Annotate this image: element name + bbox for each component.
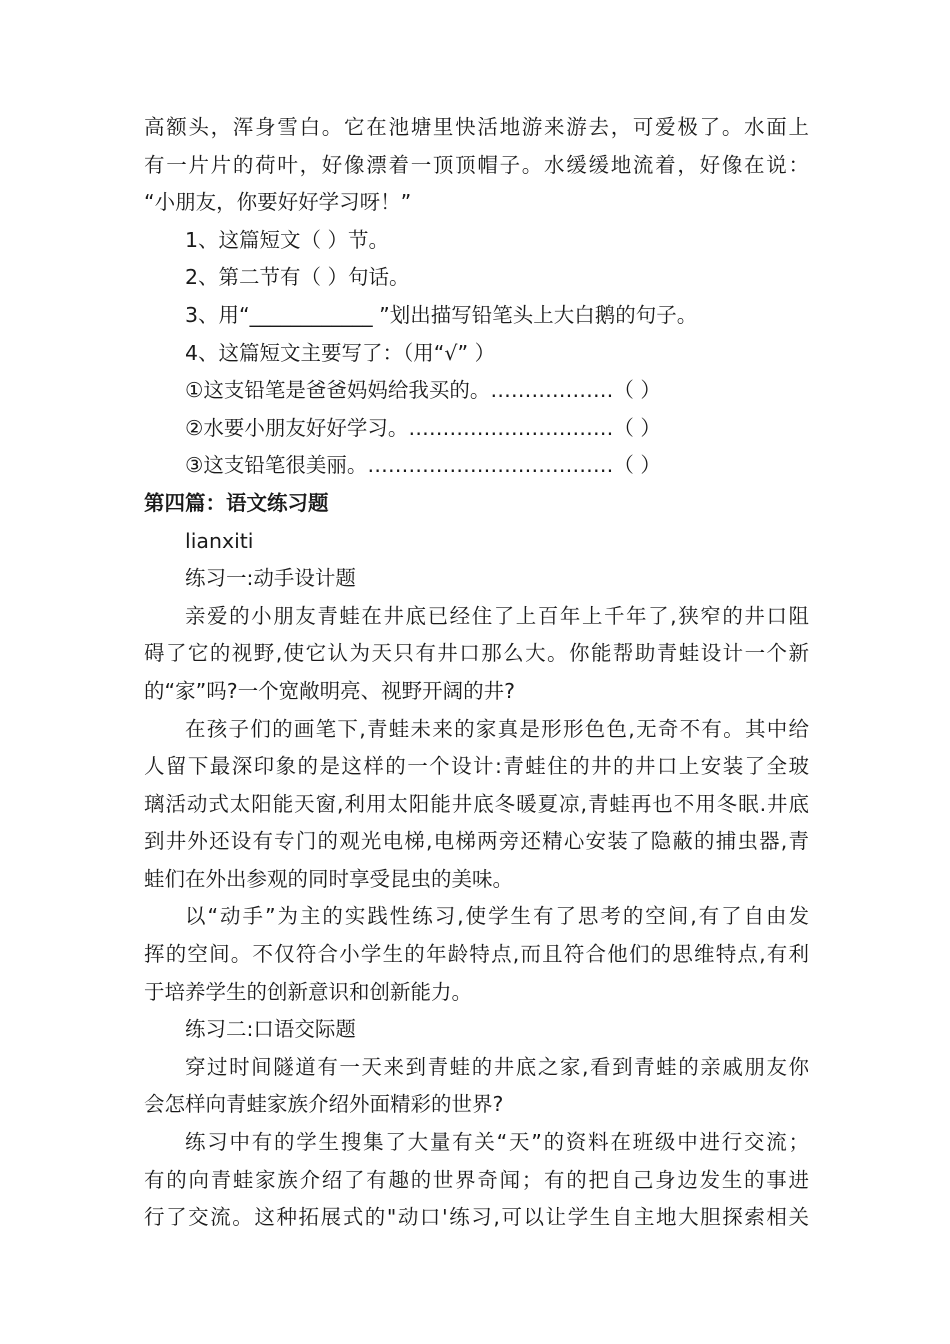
paragraph-line: 以“动手”为主的实践性练习,使学生有了思考的空间,有了自由发 xyxy=(185,904,809,929)
paragraph-line: 璃活动式太阳能天窗,利用太阳能井底冬暖夏凉,青蛙再也不用冬眠.井底 xyxy=(144,791,809,816)
document-body xyxy=(144,109,809,1237)
intro-paragraph xyxy=(144,109,809,222)
paragraph-line: 有一片片的荷叶，好像漂着一顶顶帽子。水缓缓地流着，好像在说： xyxy=(144,152,809,177)
exercise-2-example xyxy=(144,1124,809,1237)
paragraph-line: 挥的空间。不仅符合小学生的年龄特点,而且符合他们的思维特点,有利 xyxy=(144,942,809,967)
option-2: ②水要小朋友好好学习。…………………………（ ） xyxy=(185,415,661,440)
paragraph-line: 人留下最深印象的是这样的一个设计:青蛙住的井的井口上安装了全玻 xyxy=(144,754,809,779)
option-3: ③这支铅笔很美丽。………………………………（ ） xyxy=(185,453,661,478)
paragraph-line: 练习中有的学生搜集了大量有关“天”的资料在班级中进行交流； xyxy=(185,1130,809,1155)
paragraph-line: 高额头，浑身雪白。它在池塘里快活地游来游去，可爱极了。水面上 xyxy=(144,115,809,139)
exercise-2-prompt xyxy=(144,1049,809,1124)
paragraph-line: 碍了它的视野,使它认为天只有井口那么大。你能帮助青蛙设计一个新 xyxy=(144,641,809,666)
paragraph-line: 在孩子们的画笔下,青蛙未来的家真是形形色色,无奇不有。其中给 xyxy=(185,716,809,741)
question-2: 2、第二节有（ ）句话。 xyxy=(185,265,410,290)
paragraph-line: 蛙们在外出参观的同时享受昆虫的美味。 xyxy=(144,866,513,891)
pinyin-label: lianxiti xyxy=(185,528,254,553)
question-3: 3、用“____________ ”划出描写铅笔头上大白鹅的句子。 xyxy=(185,302,698,327)
paragraph-line: 会怎样向青蛙家族介绍外面精彩的世界? xyxy=(144,1092,504,1117)
exercise-1-prompt xyxy=(144,598,809,711)
section-title: 第四篇：语文练习题 xyxy=(144,490,329,515)
paragraph-line: 有的向青蛙家族介绍了有趣的世界奇闻；有的把自己身边发生的事进 xyxy=(144,1167,809,1192)
paragraph-line: 亲爱的小朋友青蛙在井底已经住了上百年上千年了,狭窄的井口阻 xyxy=(185,603,809,628)
question-list xyxy=(144,222,809,372)
exercise-1-comment xyxy=(144,898,809,1011)
exercise-1-example xyxy=(144,711,809,899)
question-4: 4、这篇短文主要写了：（用“√” ） xyxy=(185,340,496,365)
exercise-2-title: 练习二:口语交际题 xyxy=(185,1017,356,1042)
paragraph-line: “小朋友，你要好好学习呀！” xyxy=(144,190,412,215)
exercise-1-title: 练习一:动手设计题 xyxy=(185,566,356,591)
option-list xyxy=(144,372,809,485)
paragraph-line: 于培养学生的创新意识和创新能力。 xyxy=(144,979,472,1004)
paragraph-line: 的“家”吗?一个宽敞明亮、视野开阔的井? xyxy=(144,678,516,703)
paragraph-line: 到井外还设有专门的观光电梯,电梯两旁还精心安装了隐蔽的捕虫器,青 xyxy=(144,829,809,854)
paragraph-line: 穿过时间隧道有一天来到青蛙的井底之家,看到青蛙的亲戚朋友你 xyxy=(185,1054,809,1079)
option-1: ①这支铅笔是爸爸妈妈给我买的。………………（ ） xyxy=(185,378,661,403)
paragraph-line: 行了交流。这种拓展式的"动口'练习,可以让学生自主地大胆探索相关 xyxy=(144,1205,809,1230)
question-1: 1、这篇短文（ ）节。 xyxy=(185,227,390,252)
